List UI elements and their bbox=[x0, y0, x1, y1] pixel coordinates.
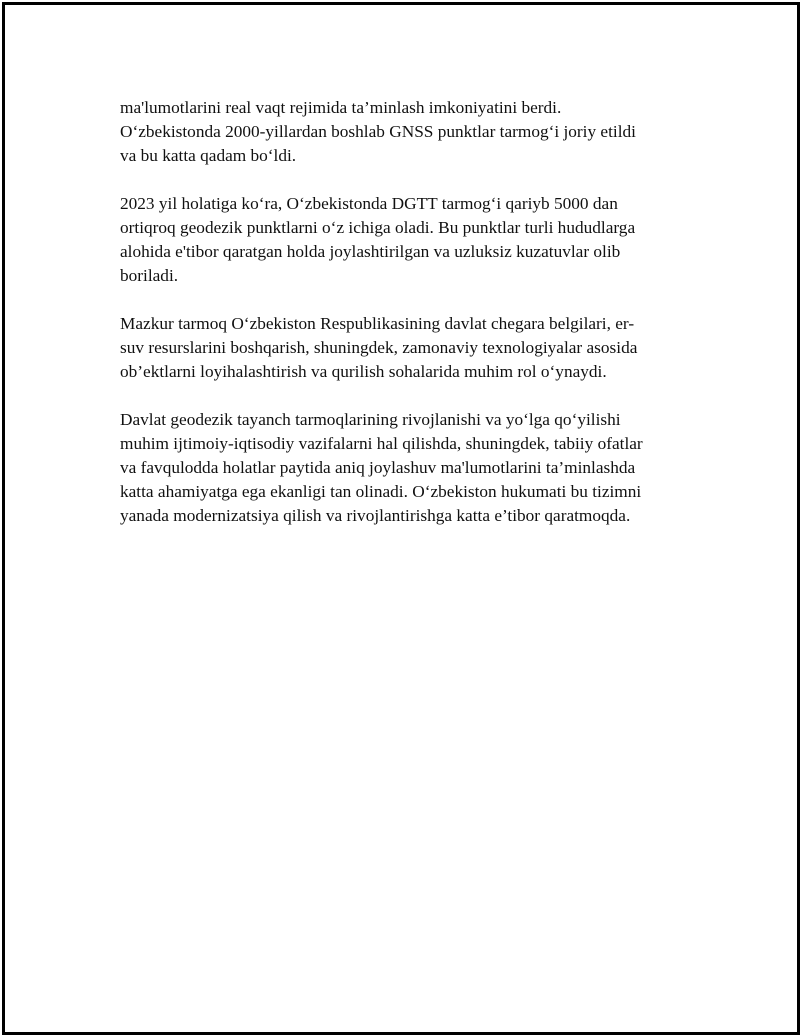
paragraph-1 bbox=[120, 96, 680, 168]
document-body bbox=[120, 96, 680, 552]
paragraph-line: va favqulodda holatlar paytida aniq joylashuv ma'lumotlarini ta’minlashda bbox=[120, 458, 636, 477]
paragraph-line: ob’ektlarni loyihalashtirish va qurilish sohalarida muhim rol o‘ynaydi. bbox=[120, 362, 607, 381]
paragraph-line: boriladi. bbox=[120, 266, 179, 285]
paragraph-line: 2023 yil holatiga ko‘ra, O‘zbekistonda DGTT tarmog‘i qariyb 5000 dan bbox=[120, 194, 618, 213]
paragraph-line: alohida e'tibor qaratgan holda joylashtirilgan va uzluksiz kuzatuvlar olib bbox=[120, 242, 621, 261]
paragraph-4 bbox=[120, 408, 680, 528]
paragraph-line: ortiqroq geodezik punktlarni o‘z ichiga oladi. Bu punktlar turli hududlarga bbox=[120, 218, 636, 237]
paragraph-2 bbox=[120, 192, 680, 288]
paragraph-line: katta ahamiyatga ega ekanligi tan olinadi. O‘zbekiston hukumati bu tizimni bbox=[120, 482, 642, 501]
paragraph-line: ma'lumotlarini real vaqt rejimida ta’minlash imkoniyatini berdi. bbox=[120, 98, 562, 117]
paragraph-line: muhim ijtimoiy-iqtisodiy vazifalarni hal qilishda, shuningdek, tabiiy ofatlar bbox=[120, 434, 643, 453]
paragraph-line: Davlat geodezik tayanch tarmoqlarining rivojlanishi va yo‘lga qo‘yilishi bbox=[120, 410, 621, 429]
paragraph-line: va bu katta qadam bo‘ldi. bbox=[120, 146, 297, 165]
paragraph-line: suv resurslarini boshqarish, shuningdek, zamonaviy texnologiyalar asosida bbox=[120, 338, 638, 357]
paragraph-line: Mazkur tarmoq O‘zbekiston Respublikasining davlat chegara belgilari, er- bbox=[120, 314, 635, 333]
paragraph-line: O‘zbekistonda 2000-yillardan boshlab GNSS punktlar tarmog‘i joriy etildi bbox=[120, 122, 636, 141]
paragraph-line: yanada modernizatsiya qilish va rivojlantirishga katta e’tibor qaratmoqda. bbox=[120, 506, 631, 525]
page-frame bbox=[2, 2, 800, 1035]
paragraph-3 bbox=[120, 312, 680, 384]
